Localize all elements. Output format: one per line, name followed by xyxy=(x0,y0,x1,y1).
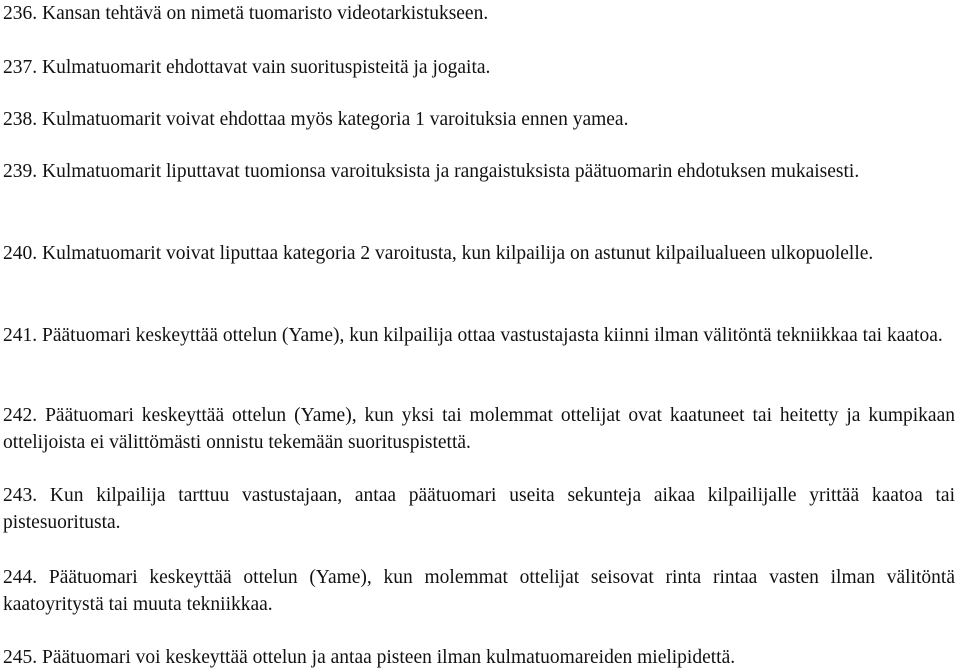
rule-text: Kulmatuomarit ehdottavat vain suorituspisteitä ja jogaita. xyxy=(42,57,491,78)
rule-number: 244. xyxy=(3,567,38,588)
rule-240 xyxy=(3,240,955,267)
rule-text: Päätuomari keskeyttää ottelun (Yame), kun yksi tai molemmat ottelijat ovat kaatuneet tai heitetty ja kumpikaan ottelijoista ei välittömästi onnistu tekemään suorituspistettä. xyxy=(3,405,955,453)
rule-241 xyxy=(3,322,955,349)
rule-number: 239. xyxy=(3,161,38,182)
rule-number: 240. xyxy=(3,243,38,264)
rule-number: 242. xyxy=(3,405,38,426)
rule-text: Päätuomari voi keskeyttää ottelun ja antaa pisteen ilman kulmatuomareiden mielipidettä. xyxy=(42,647,736,668)
rule-text: Kulmatuomarit liputtavat tuomionsa varoituksista ja rangaistuksista päätuomarin ehdotuksen mukaisesti. xyxy=(42,161,860,182)
rule-237 xyxy=(3,54,955,81)
rule-number: 237. xyxy=(3,57,38,78)
rule-number: 238. xyxy=(3,109,38,130)
rule-236 xyxy=(3,0,955,27)
rule-number: 241. xyxy=(3,325,38,346)
rule-number: 245. xyxy=(3,647,38,668)
rule-number: 236. xyxy=(3,3,38,24)
rule-243 xyxy=(3,482,955,536)
rule-text: Kulmatuomarit voivat liputtaa kategoria 2 varoitusta, kun kilpailija on astunut kilpailualueen ulkopuolelle. xyxy=(42,243,874,264)
rule-text: Kulmatuomarit voivat ehdottaa myös kategoria 1 varoituksia ennen yamea. xyxy=(42,109,629,130)
rule-text: Päätuomari keskeyttää ottelun (Yame), kun molemmat ottelijat seisovat rinta rintaa vasten ilman välitöntä kaatoyritystä tai muuta tekniikkaa. xyxy=(3,567,955,615)
rule-text: Kansan tehtävä on nimetä tuomaristo videotarkistukseen. xyxy=(42,3,489,24)
rule-text: Päätuomari keskeyttää ottelun (Yame), kun kilpailija ottaa vastustajasta kiinni ilman välitöntä tekniikkaa tai kaatoa. xyxy=(42,325,943,346)
rule-244 xyxy=(3,564,955,618)
rule-239 xyxy=(3,158,955,185)
rule-245 xyxy=(3,644,955,671)
rule-242 xyxy=(3,402,955,456)
rule-text: Kun kilpailija tarttuu vastustajaan, antaa päätuomari useita sekunteja aikaa kilpailijalle yrittää kaatoa tai pistesuoritusta. xyxy=(3,485,955,533)
rule-number: 243. xyxy=(3,485,38,506)
rule-238 xyxy=(3,106,955,133)
